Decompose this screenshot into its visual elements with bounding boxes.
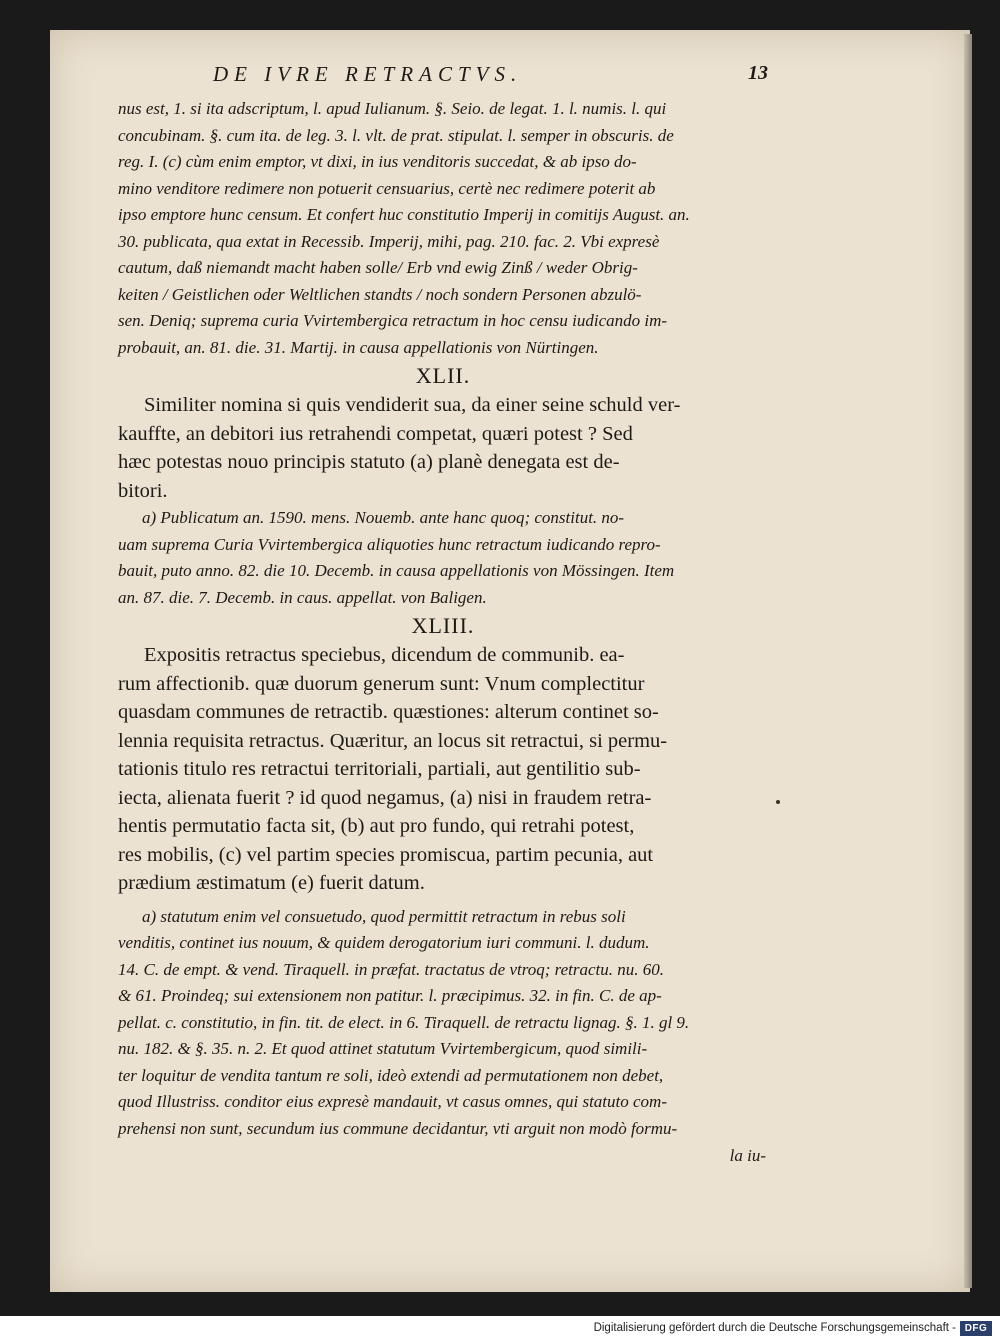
text-line: concubinam. §. cum ita. de leg. 3. l. vlt. de prat. stipulat. l. semper in obscuris. de [118,125,674,145]
text-line: hæc potestas nouo principis statuto (a) planè denegata est de- [118,451,620,473]
running-head [118,62,768,92]
text-line: sen. Deniq; suprema curia Vvirtembergica retractum in hoc censu iudicando im- [118,311,668,330]
text-line: kauffte, an debitori ius retrahendi competat, quæri potest ? Sed [118,422,633,445]
text-line: an. 87. die. 7. Decemb. in caus. appellat. von Baligen. [118,587,487,607]
catchword: la iu- [729,1146,766,1165]
text-line: keiten / Geistlichen oder Weltlichen standts / noch sondern Personen abzulö- [118,284,642,304]
text-line: quasdam communes de retractib. quæstiones: alterum continet so- [118,701,659,723]
text-line: Similiter nomina si quis vendiderit sua, da einer seine schuld ver- [144,394,681,416]
page-edge [964,34,972,1288]
text-line: hentis permutatio facta sit, (b) aut pro fundo, qui retrahi potest, [118,815,635,837]
text-line: a) statutum enim vel consuetudo, quod permittit retractum in rebus soli [142,906,626,926]
text-line: tationis titulo res retractui territoriali, partiali, aut gentilitio sub- [118,758,641,780]
text-line: quod Illustriss. conditor eius expresè mandauit, vt casus omnes, qui statuto com- [118,1092,667,1111]
text-line: mino venditore redimere non potuerit censuarius, certè nec redimere poterit ab [118,178,656,198]
text-line: ipso emptore hunc censum. Et confert huc constitutio Imperij in comitijs August. an. [118,205,690,224]
text-line: iecta, alienata fuerit ? id quod negamus, (a) nisi in fraudem retra- [118,786,652,809]
text-line: a) Publicatum an. 1590. mens. Nouemb. ante hanc quoq; constitut. no- [142,508,625,527]
text-line: & 61. Proindeq; sui extensionem non patitur. l. præcipimus. 32. in fin. C. de ap- [118,986,662,1005]
text-line: pellat. c. constitutio, in fin. tit. de elect. in 6. Tiraquell. de retractu lignag. §. 1. gl 9. [118,1012,690,1032]
margin-mark [776,800,780,804]
page-text [118,62,768,1166]
text-line: reg. I. (c) cùm enim emptor, vt dixi, in ius venditoris succedat, & ab ipso do- [118,152,637,171]
text-line: 30. publicata, qua extat in Recessib. Imperij, mihi, pag. 210. fac. 2. Vbi expresè [118,231,660,251]
paragraph-xliii [118,641,768,898]
running-title: DE IVRE RETRACTVS. [213,62,523,86]
text-line: prædium æstimatum (e) fuerit datum. [118,872,425,894]
text-line: nus est, 1. si ita adscriptum, l. apud Iulianum. §. Seio. de legat. 1. l. numis. l. qui [118,99,667,118]
text-line: lennia requisita retractus. Quæritur, an locus sit retractui, si permu- [118,729,668,752]
paragraph-xlii [118,391,768,505]
text-line: venditis, continet ius nouum, & quidem derogatorium iuri communi. l. dudum. [118,933,650,952]
dfg-logo-icon: DFG [960,1321,992,1336]
text-line: 14. C. de empt. & vend. Tiraquell. in præfat. tractatus de vtroq; retractu. nu. 60. [118,959,665,979]
text-line: nu. 182. & §. 35. n. 2. Et quod attinet statutum Vvirtembergicum, quod simili- [118,1039,648,1058]
funding-credit: Digitalisierung gefördert durch die Deutsche Forschungsgemeinschaft - [593,1322,956,1334]
text-line: probauit, an. 81. die. 31. Martij. in causa appellationis von Nürtingen. [118,337,599,357]
text-line: res mobilis, (c) vel partim species promiscua, partim pecunia, aut [118,843,654,866]
text-line: bitori. [118,479,168,502]
text-line: ter loquitur de vendita tantum re soli, ideò extendi ad permutationem non debet, [118,1065,664,1085]
footnote-block-2 [118,505,768,611]
text-line: Expositis retractus speciebus, dicendum de communib. ea- [144,644,625,666]
page-number: 13 [748,62,768,84]
footnote-block-3 [118,904,768,1143]
text-line: cautum, daß niemandt macht haben solle/ Erb vnd ewig Zinß / weder Obrig- [118,258,638,277]
text-line: rum affectionib. quæ duorum generum sunt: Vnum complectitur [118,672,645,695]
text-line: prehensi non sunt, secundum ius commune decidantur, vti arguit non modò formu- [118,1118,678,1138]
section-heading-xliii: XLIII. [411,613,475,638]
footer-bar [0,1316,1000,1343]
footnote-block-1 [118,96,768,361]
section-heading-xlii: XLII. [415,363,471,388]
text-line: uam suprema Curia Vvirtembergica aliquoties hunc retractum iudicando repro- [118,534,661,554]
text-line: bauit, puto anno. 82. die 10. Decemb. in causa appellationis von Mössingen. Item [118,561,675,580]
